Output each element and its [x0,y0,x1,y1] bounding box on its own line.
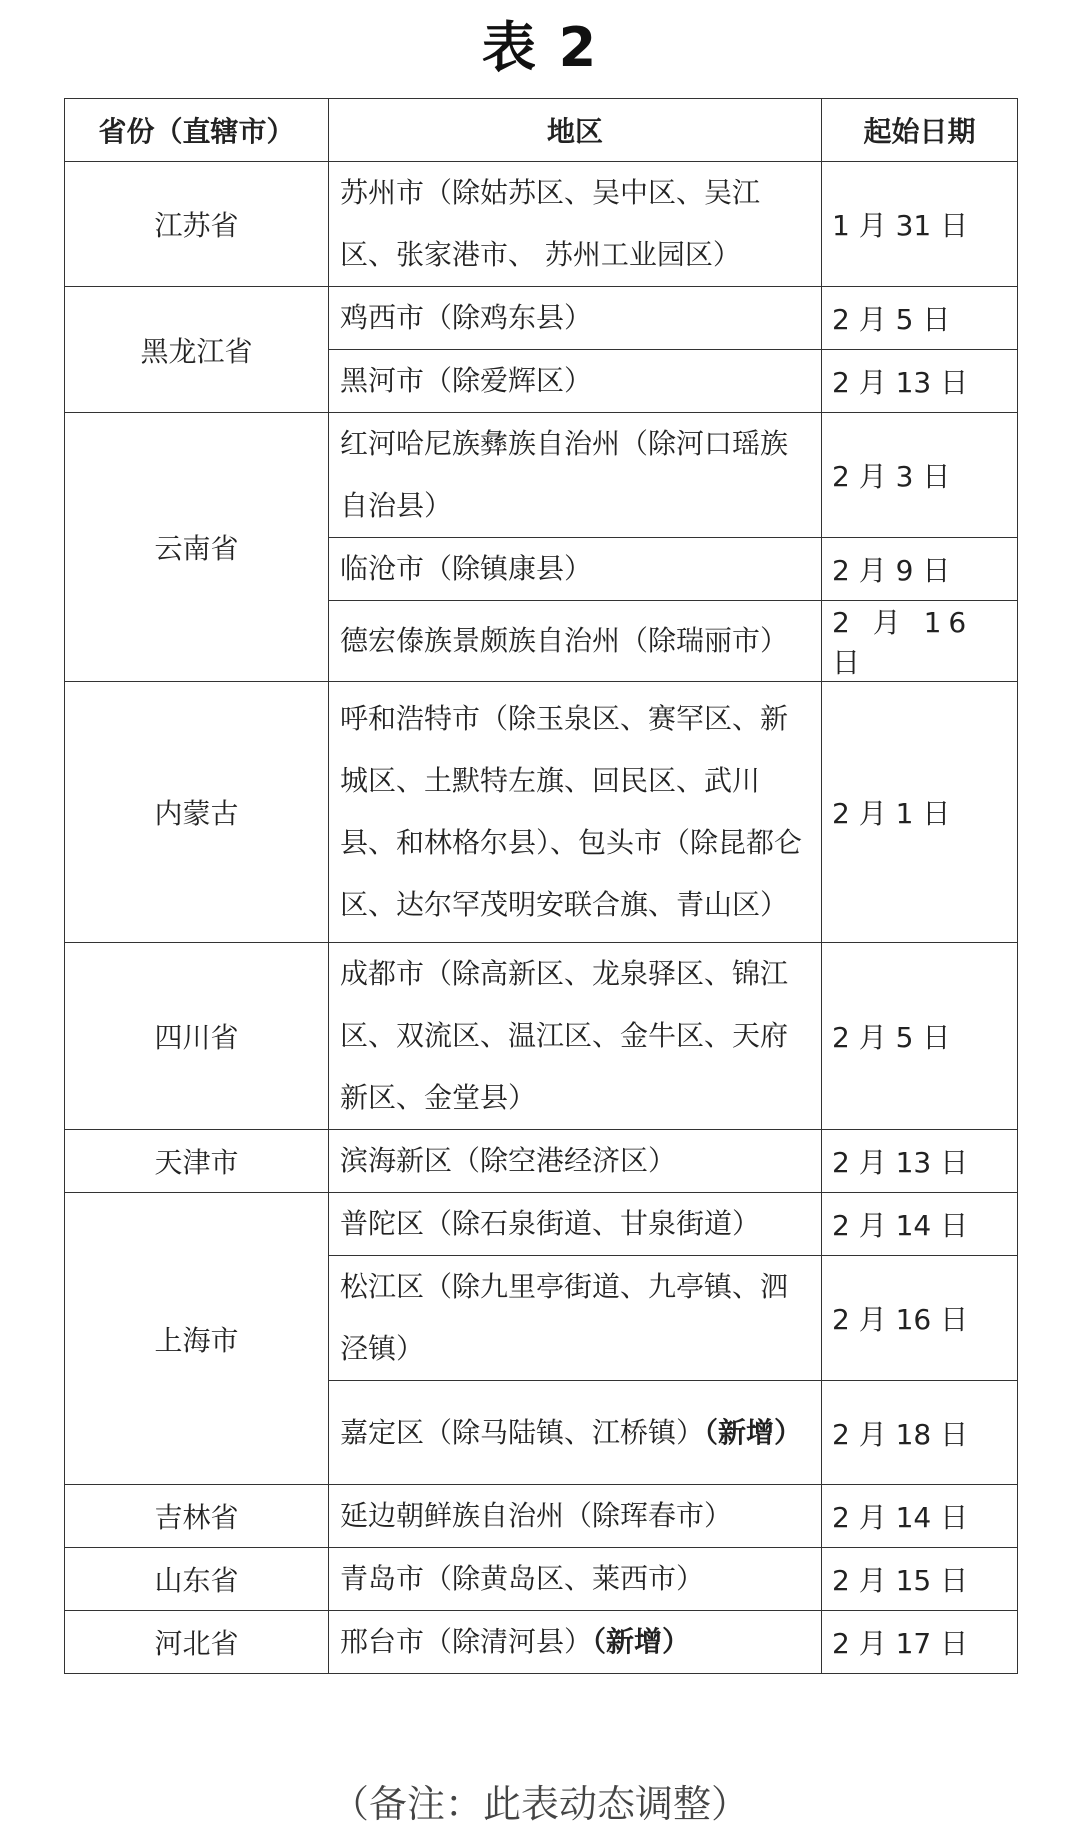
start-date-cell: 2 月 1 日 [822,682,1018,943]
table-row [65,682,1018,943]
date-header: 起始日期 [822,99,1018,162]
province-header: 省份（直辖市） [65,99,329,162]
table-row [65,162,1018,287]
region-cell [329,943,822,1130]
start-date-cell: 2 月 16 日 [822,601,1018,682]
new-added-tag: （新增） [704,1415,803,1449]
province-cell: 内蒙古 [65,682,329,943]
region-text: 成都市（除高新区、龙泉驿区、锦江区、双流区、温江区、金牛区、天府新区、金堂县） [340,957,789,1114]
region-text: 呼和浩特市（除玉泉区、赛罕区、新城区、土默特左旗、回民区、武川县、和林格尔县）、包头市（除昆都仑区、达尔罕茂明安联合旗、青山区） [340,702,803,921]
region-cell [329,601,822,682]
province-cell: 四川省 [65,943,329,1130]
region-text: 普陀区（除石泉街道、甘泉街道） [340,1207,761,1240]
province-cell: 吉林省 [65,1485,329,1548]
start-date-cell: 2 月 9 日 [822,538,1018,601]
region-cell [329,350,822,413]
start-date-cell: 2 月 3 日 [822,413,1018,538]
table-row [65,1548,1018,1611]
province-cell: 江苏省 [65,162,329,287]
region-cell [329,1611,822,1674]
province-cell: 云南省 [65,413,329,682]
table-header-row [65,99,1018,162]
region-text: 青岛市（除黄岛区、莱西市） [340,1562,705,1595]
region-text: 临沧市（除镇康县） [340,552,593,585]
region-cell [329,682,822,943]
region-text: 滨海新区（除空港经济区） [340,1144,677,1177]
start-date-cell: 2 月 15 日 [822,1548,1018,1611]
table-row [65,413,1018,538]
start-date-cell: 2 月 18 日 [822,1381,1018,1485]
table-row [65,1485,1018,1548]
region-table [64,98,1018,1674]
province-cell: 山东省 [65,1548,329,1611]
region-text: 延边朝鲜族自治州（除珲春市） [340,1499,733,1532]
table-row [65,1130,1018,1193]
region-cell [329,538,822,601]
start-date-cell: 2 月 17 日 [822,1611,1018,1674]
province-cell: 上海市 [65,1193,329,1485]
region-cell [329,1256,822,1381]
start-date-cell: 2 月 14 日 [822,1193,1018,1256]
region-cell [329,413,822,538]
start-date-cell: 2 月 13 日 [822,350,1018,413]
page-title: 表 2 [481,16,599,79]
start-date-cell: 2 月 5 日 [822,287,1018,350]
table-row [65,287,1018,350]
region-text: 德宏傣族景颇族自治州（除瑞丽市） [340,624,789,657]
region-cell [329,1193,822,1256]
region-header: 地区 [329,99,822,162]
province-cell: 天津市 [65,1130,329,1193]
start-date-cell: 2 月 13 日 [822,1130,1018,1193]
region-text: 鸡西市（除鸡东县） [340,301,593,334]
start-date-cell: 2 月 5 日 [822,943,1018,1130]
region-cell [329,1381,822,1485]
province-cell: 河北省 [65,1611,329,1674]
table-row [65,1193,1018,1256]
province-cell: 黑龙江省 [65,287,329,413]
region-cell [329,287,822,350]
start-date-cell: 2 月 14 日 [822,1485,1018,1548]
region-text: 松江区（除九里亭街道、九亭镇、泗泾镇） [340,1270,789,1365]
region-text: 苏州市（除姑苏区、吴中区、吴江区、张家港市、 苏州工业园区） [340,176,761,271]
table-row [65,943,1018,1130]
region-text: 黑河市（除爱辉区） [340,364,593,397]
table-row [65,1611,1018,1674]
region-cell [329,162,822,287]
footnote: （备注：此表动态调整） [330,1782,749,1826]
start-date-cell: 2 月 16 日 [822,1256,1018,1381]
region-text: 红河哈尼族彝族自治州（除河口瑶族自治县） [340,427,789,522]
region-text: 嘉定区（除马陆镇、江桥镇） [340,1415,705,1449]
region-cell [329,1485,822,1548]
new-added-tag: （新增） [592,1625,691,1658]
region-text: 邢台市（除清河县） [340,1625,593,1658]
region-cell [329,1130,822,1193]
start-date-cell: 1 月 31 日 [822,162,1018,287]
region-cell [329,1548,822,1611]
